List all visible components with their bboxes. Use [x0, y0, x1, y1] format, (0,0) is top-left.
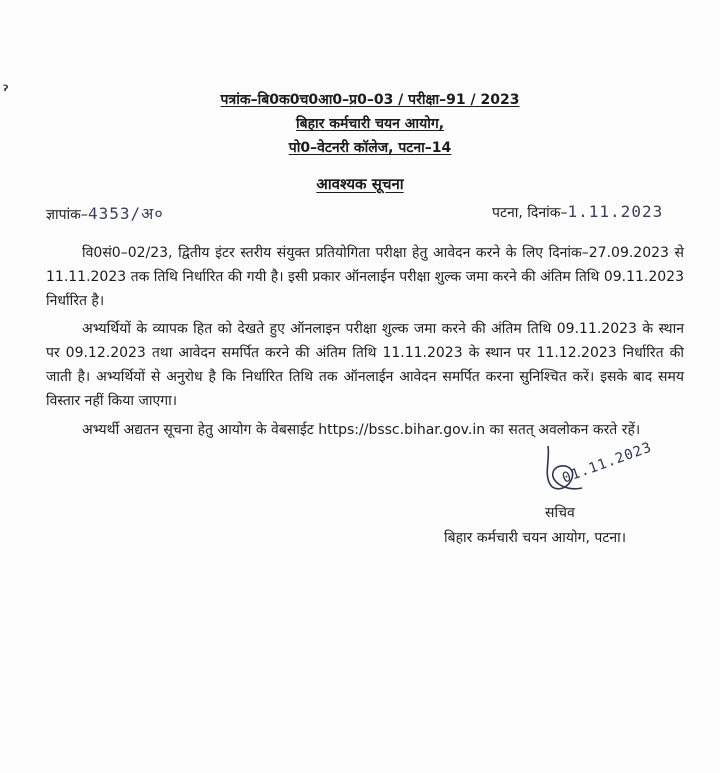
paragraph-3-text: अभ्यर्थी अद्यतन सूचना हेतु आयोग के वेबसाईट https://bssc.bihar.gov.in का सतत् अवलोकन करते रहें। [82, 422, 641, 438]
paragraph-2 [46, 317, 684, 413]
letter-number: पत्रांक–बि0क0च0आ0–प्र0–03 / परीक्षा–91 / 2023 [220, 92, 520, 108]
place-date-label: पटना, दिनांक– [492, 205, 568, 221]
paragraph-3 [46, 418, 684, 442]
notice-title: आवश्यक सूचना [316, 175, 404, 193]
paragraph-1 [46, 241, 684, 313]
paragraph-2-text: अभ्यर्थियों के व्यापक हित को देखते हुए ऑनलाइन परीक्षा शुल्क जमा करने की अंतिम तिथि 09.11.2023 के स्थान पर 09.12.2023 तथा आवेदन समर्पित करने की अंतिम तिथि 11.11.2023 के स्थान पर 11.12.2023 निर्धारित की जाती है। अभ्यर्थियों से अनुरोध है कि निर्धारित तिथि तक ऑनलाईन आवेदन समर्पित करना सुनिश्चित करें। इसके बाद समय विस्तार नहीं किया जाएगा। [46, 321, 684, 409]
page-edge-mark: ˀ [3, 82, 8, 100]
memo-label: ज्ञापांक– [46, 207, 88, 223]
organization-name: बिहार कर्मचारी चयन आयोग, [295, 116, 445, 132]
memo-reference [46, 202, 164, 224]
place-date [492, 202, 663, 222]
issue-date: 1.11.2023 [567, 202, 664, 221]
paragraph-1-text: वि0सं0–02/23, द्वितीय इंटर स्तरीय संयुक्त प्रतियोगिता परीक्षा हेतु आवेदन करने के लिए दिनांक–27.09.2023 से 11.11.2023 तक तिथि निर्धारित की गयी है। इसी प्रकार ऑनलाईन परीक्षा शुल्क जमा करने की अंतिम तिथि 09.11.2023 निर्धारित है। [46, 245, 684, 309]
signature-date: 01.11.2023 [560, 439, 655, 487]
memo-number: 4353/अ० [87, 204, 164, 223]
signatory-designation: सचिव [545, 505, 575, 521]
signatory-office: बिहार कर्मचारी चयन आयोग, पटना। [444, 530, 627, 546]
organization-address: पो0–वेटनरी कॉलेज, पटना–14 [288, 140, 452, 156]
